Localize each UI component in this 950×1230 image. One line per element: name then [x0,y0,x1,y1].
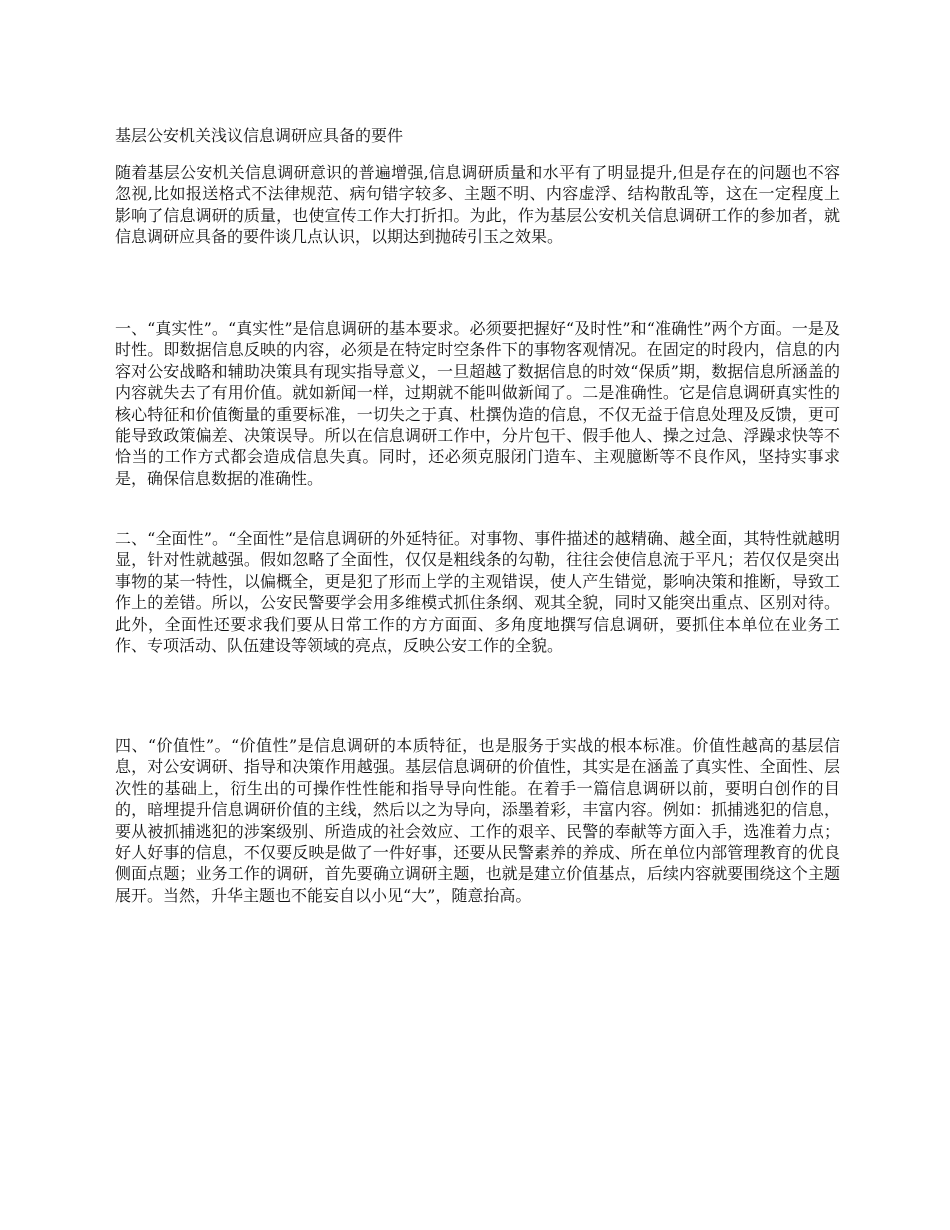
paragraph-value: 四、“价值性”。“价值性”是信息调研的本质特征，也是服务于实战的根本标准。价值性越高的基层信息，对公安调研、指导和决策作用越强。基层信息调研的价值性，其实是在涵盖了真实性、全面性、层次性的基础上，衍生出的可操作性性能和指导导向性能。在着手一篇信息调研以前，要明白创作的目的，暗埋提升信息调研价值的主线，然后以之为导向，添墨着彩，丰富内容。例如：抓捕逃犯的信息，要从被抓捕逃犯的涉案级别、所造成的社会效应、工作的艰辛、民警的奉献等方面入手，选准着力点；好人好事的信息，不仅要反映是做了一件好事，还要从民警素养的养成、所在单位内部管理教育的优良侧面点题；业务工作的调研，首先要确立调研主题，也就是建立价值基点，后续内容就要围绕这个主题展开。当然，升华主题也不能妄自以小见“大”，随意抬高。 [115,736,840,905]
document-title: 基层公安机关浅议信息调研应具备的要件 [115,126,404,145]
paragraph-authenticity: 一、“真实性”。“真实性”是信息调研的基本要求。必须要把握好“及时性”和“准确性”两个方面。一是及时性。即数据信息反映的内容，必须是在特定时空条件下的事物客观情况。在固定的时段内，信息的内容对公安战略和辅助决策具有现实指导意义，一旦超越了数据信息的时效“保质”期，数据信息所涵盖的内容就失去了有用价值。就如新闻一样，过期就不能叫做新闻了。二是准确性。它是信息调研真实性的核心特征和价值衡量的重要标准，一切失之于真、杜撰伪造的信息，不仅无益于信息处理及反馈，更可能导致政策偏差、决策误导。所以在信息调研工作中，分片包干、假手他人、操之过急、浮躁求快等不恰当的工作方式都会造成信息失真。同时，还必须克服闭门造车、主观臆断等不良作风，坚持实事求是，确保信息数据的准确性。 [115,319,840,488]
paragraph-comprehensiveness: 二、“全面性”。“全面性”是信息调研的外延特征。对事物、事件描述的越精确、越全面，其特性就越明显，针对性就越强。假如忽略了全面性，仅仅是粗线条的勾勒，往往会使信息流于平凡；若仅仅是突出事物的某一特性，以偏概全，更是犯了形而上学的主观错误，使人产生错觉，影响决策和推断，导致工作上的差错。所以，公安民警要学会用多维模式抓住条纲、观其全貌，同时又能突出重点、区别对待。此外，全面性还要求我们要从日常工作的方方面面、多角度地撰写信息调研，要抓住本单位在业务工作、专项活动、队伍建设等领域的亮点，反映公安工作的全貌。 [115,529,840,656]
paragraph-intro: 随着基层公安机关信息调研意识的普遍增强,信息调研质量和水平有了明显提升,但是存在的问题也不容忽视,比如报送格式不法律规范、病句错字较多、主题不明、内容虚浮、结构散乱等，这在一定程度上影响了信息调研的质量，也使宣传工作大打折扣。为此，作为基层公安机关信息调研工作的参加者，就信息调研应具备的要件谈几点认识，以期达到抛砖引玉之效果。 [115,163,840,247]
